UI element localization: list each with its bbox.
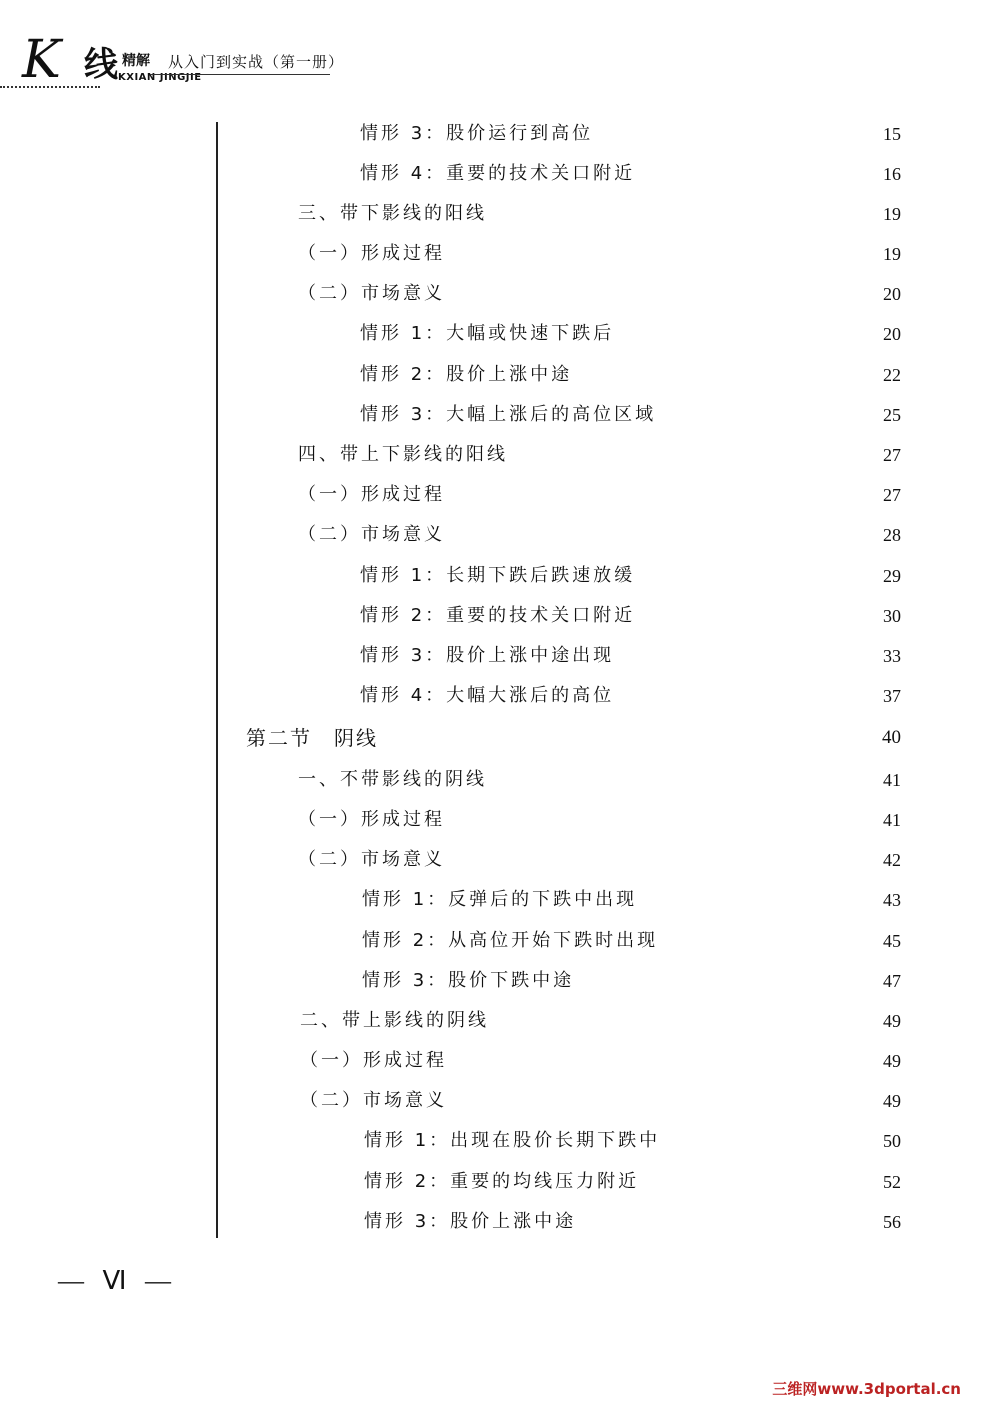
toc-entry-title: 情形 2：从高位开始下跌时出现 (362, 930, 659, 951)
toc-entry-page: 20 (883, 324, 901, 344)
toc-leader-dots (453, 849, 873, 871)
toc-entry-page: 28 (883, 525, 901, 545)
toc-entry-title: 二、带上影线的阴线 (300, 1010, 489, 1031)
toc-entry-title: （二）市场意义 (300, 1090, 447, 1111)
toc-entry-title: （一）形成过程 (298, 484, 445, 505)
toc-entry-title: 四、带上下影线的阳线 (298, 444, 508, 465)
toc-entry[interactable] (364, 1203, 901, 1233)
toc-entry-page: 49 (883, 1051, 901, 1071)
toc-entry-page: 16 (883, 164, 901, 184)
toc-entry[interactable] (360, 396, 901, 426)
toc-entry[interactable] (360, 637, 901, 667)
toc-entry[interactable] (298, 801, 901, 831)
toc-entry[interactable] (300, 1002, 901, 1032)
toc-leader-dots (643, 163, 873, 185)
toc-leader-dots (666, 930, 873, 952)
toc-entry[interactable] (360, 115, 901, 145)
toc-leader-dots (453, 484, 873, 506)
toc-entry-title: 情形 3：股价下跌中途 (362, 970, 575, 991)
toc-entry-page: 22 (883, 365, 901, 385)
toc-entry-page: 29 (883, 566, 901, 586)
toc-entry[interactable] (298, 436, 901, 466)
toc-entry[interactable] (364, 1163, 901, 1193)
toc-leader-dots (516, 444, 873, 466)
toc-leader-dots (386, 727, 873, 749)
toc-leader-dots (647, 1171, 873, 1193)
toc-entry-page: 41 (883, 770, 901, 790)
toc-leader-dots (582, 970, 873, 992)
toc-leader-dots (622, 645, 873, 667)
toc-leader-dots (495, 203, 873, 225)
toc-leader-dots (455, 1050, 873, 1072)
toc-entry[interactable] (298, 235, 901, 265)
toc-entry[interactable] (362, 962, 901, 992)
book-logo-jingjie: 精解 (122, 53, 150, 69)
toc-entry-page: 47 (883, 971, 901, 991)
toc-entry-title: 情形 4：大幅大涨后的高位 (360, 685, 615, 706)
toc-leader-dots (495, 769, 873, 791)
toc-entry[interactable] (298, 195, 901, 225)
toc-entry[interactable] (300, 1082, 901, 1112)
toc-entry-page: 40 (882, 727, 901, 748)
toc-entry-page: 45 (883, 931, 901, 951)
toc-entry-title: 情形 3：股价上涨中途出现 (360, 645, 615, 666)
toc-entry-title: 情形 1：反弹后的下跌中出现 (362, 889, 638, 910)
toc-entry[interactable] (298, 841, 901, 871)
toc-entry-page: 27 (883, 485, 901, 505)
book-logo-k: K (22, 30, 59, 90)
toc-entry-title: 情形 3：大幅上涨后的高位区域 (360, 404, 657, 425)
toc-entry[interactable] (360, 677, 901, 707)
toc-entry-title: （二）市场意义 (298, 283, 445, 304)
toc-entry[interactable] (360, 155, 901, 185)
toc-entry-title: （一）形成过程 (300, 1050, 447, 1071)
toc-entry-title: （一）形成过程 (298, 809, 445, 830)
toc-entry-page: 41 (883, 810, 901, 830)
toc-leader-dots (497, 1010, 873, 1032)
book-subtitle: 从入门到实战（第一册） (168, 53, 345, 71)
toc-leader-dots (643, 565, 873, 587)
toc-entry-page: 50 (883, 1131, 901, 1151)
toc-entry-page: 37 (883, 686, 901, 706)
toc-entry-title: 情形 2：重要的均线压力附近 (364, 1171, 640, 1192)
toc-entry-page: 56 (883, 1212, 901, 1232)
toc-entry-title: 情形 1：长期下跌后跌速放缓 (360, 565, 636, 586)
toc-entry[interactable] (298, 761, 901, 791)
toc-entry-page: 30 (883, 606, 901, 626)
toc-entry-page: 52 (883, 1172, 901, 1192)
toc-entry-title: 情形 3：股价运行到高位 (360, 123, 594, 144)
toc-leader-dots (601, 123, 873, 145)
toc-entry[interactable] (364, 1122, 901, 1152)
toc-entry-title: 情形 4：重要的技术关口附近 (360, 163, 636, 184)
toc-entry[interactable] (362, 922, 901, 952)
toc-leader-dots (643, 605, 873, 627)
toc-entry[interactable] (360, 597, 901, 627)
toc-entry-title: （二）市场意义 (298, 524, 445, 545)
toc-entry-title: （二）市场意义 (298, 849, 445, 870)
toc-entry[interactable] (298, 275, 901, 305)
book-logo-xian: 线 (84, 45, 118, 85)
toc-leader-dots (453, 283, 873, 305)
toc-leader-dots (453, 243, 873, 265)
toc-entry-page: 20 (883, 284, 901, 304)
toc-leader-dots (584, 1211, 873, 1233)
toc-entry-title: 情形 2：股价上涨中途 (360, 364, 573, 385)
toc-entry[interactable] (362, 881, 901, 911)
toc-entry-title: （一）形成过程 (298, 243, 445, 264)
watermark: 三维网www.3dportal.cn (772, 1380, 961, 1398)
page-folio: — Ⅵ — (58, 1266, 177, 1295)
toc-leader-dots (645, 889, 873, 911)
toc-entry-page: 19 (883, 244, 901, 264)
toc-entry-title: 情形 1：出现在股价长期下跌中 (364, 1130, 661, 1151)
toc-entry-title: 一、不带影线的阴线 (298, 769, 487, 790)
toc-entry-page: 33 (883, 646, 901, 666)
toc-entry-page: 27 (883, 445, 901, 465)
toc-entry[interactable] (360, 315, 901, 345)
toc-leader-dots (622, 323, 873, 345)
toc-entry[interactable] (360, 557, 901, 587)
toc-entry-page: 15 (883, 124, 901, 144)
toc-section-entry[interactable] (246, 719, 901, 749)
toc-entry-page: 43 (883, 890, 901, 910)
toc-entry-title: 第二节 阴线 (246, 726, 378, 750)
toc-leader-dots (453, 524, 873, 546)
toc-entry-page: 25 (883, 405, 901, 425)
toc-leader-dots (664, 404, 873, 426)
toc-entry[interactable] (360, 356, 901, 386)
toc-entry-page: 42 (883, 850, 901, 870)
toc-entry-page: 19 (883, 204, 901, 224)
toc-leader-dots (580, 364, 873, 386)
toc-entry-title: 情形 2：重要的技术关口附近 (360, 605, 636, 626)
toc-entry[interactable] (300, 1042, 901, 1072)
toc-leader-dots (455, 1090, 873, 1112)
book-pinyin: KXIAN JINGJIE (118, 72, 202, 83)
toc-entry-title: 情形 3：股价上涨中途 (364, 1211, 577, 1232)
toc-entry-title: 三、带下影线的阳线 (298, 203, 487, 224)
toc-entry-page: 49 (883, 1011, 901, 1031)
toc-leader-dots (622, 685, 873, 707)
toc-leader-dots (453, 809, 873, 831)
toc-entry-title: 情形 1：大幅或快速下跌后 (360, 323, 615, 344)
toc-leader-dots (668, 1130, 873, 1152)
toc-entry-page: 49 (883, 1091, 901, 1111)
toc-entry[interactable] (298, 476, 901, 506)
toc-entry[interactable] (298, 516, 901, 546)
